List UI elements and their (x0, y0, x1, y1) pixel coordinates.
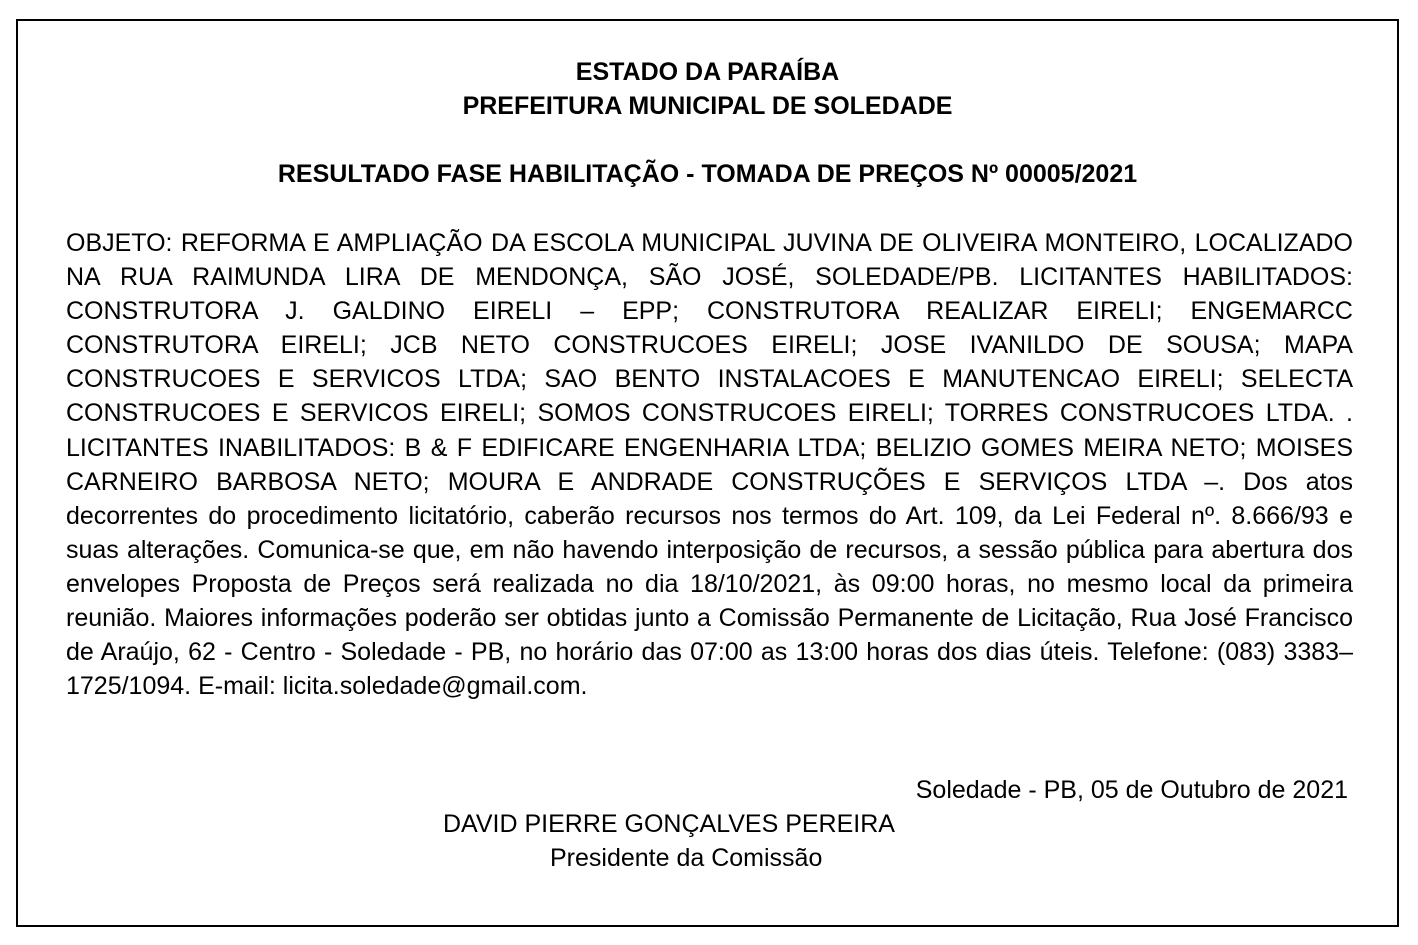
notice-frame (16, 19, 1399, 927)
notice-title: RESULTADO FASE HABILITAÇÃO - TOMADA DE PREÇOS Nº 00005/2021 (277, 160, 1138, 188)
notice-body: OBJETO: REFORMA E AMPLIAÇÃO DA ESCOLA MUNICIPAL JUVINA DE OLIVEIRA MONTEIRO, LOCALIZADO NA RUA RAIMUNDA LIRA DE MENDONÇA, SÃO JOSÉ, SOLEDADE/PB. LICITANTES HABILITADOS: CONSTRUTORA J. GALDINO EIRELI – EPP; CONSTRUTORA REALIZAR EIRELI; ENGEMARCC CONSTRUTORA EIRELI; JCB NETO CONSTRUCOES EIRELI; JOSE IVANILDO DE SOUSA; MAPA CONSTRUCOES E SERVICOS LTDA; SAO BENTO INSTALACOES E MANUTENCAO EIRELI; SELECTA CONSTRUCOES E SERVICOS EIRELI; SOMOS CONSTRUCOES EIRELI; TORRES CONSTRUCOES LTDA. . LICITANTES INABILITADOS: B & F EDIFICARE ENGENHARIA LTDA; BELIZIO GOMES MEIRA NETO; MOISES CARNEIRO BARBOSA NETO; MOURA E ANDRADE CONSTRUÇÕES E SERVIÇOS LTDA –. Dos atos decorrentes do procedimento licitatório, caberão recursos nos termos do Art. 109, da Lei Federal nº. 8.666/93 e suas alterações. Comunica-se que, em não havendo interposição de recursos, a sessão pública para abertura dos envelopes Proposta de Preços será realizada no dia 18/10/2021, às 09:00 horas, no mesmo local da primeira reunião. Maiores informações poderão ser obtidas junto a Comissão Permanente de Licitação, Rua José Francisco de Araújo, 62 - Centro - Soledade - PB, no horário das 07:00 as 13:00 horas dos dias úteis. Telefone: (083) 3383–1725/1094. E-mail: licita.soledade@gmail.com. (66, 229, 1353, 701)
state-heading: ESTADO DA PARAÍBA (575, 58, 840, 86)
signer-name: DAVID PIERRE GONÇALVES PEREIRA (443, 810, 895, 838)
municipality-heading: PREFEITURA MUNICIPAL DE SOLEDADE (462, 92, 953, 120)
signer-role: Presidente da Comissão (550, 844, 823, 872)
place-date: Soledade - PB, 05 de Outubro de 2021 (915, 776, 1348, 804)
